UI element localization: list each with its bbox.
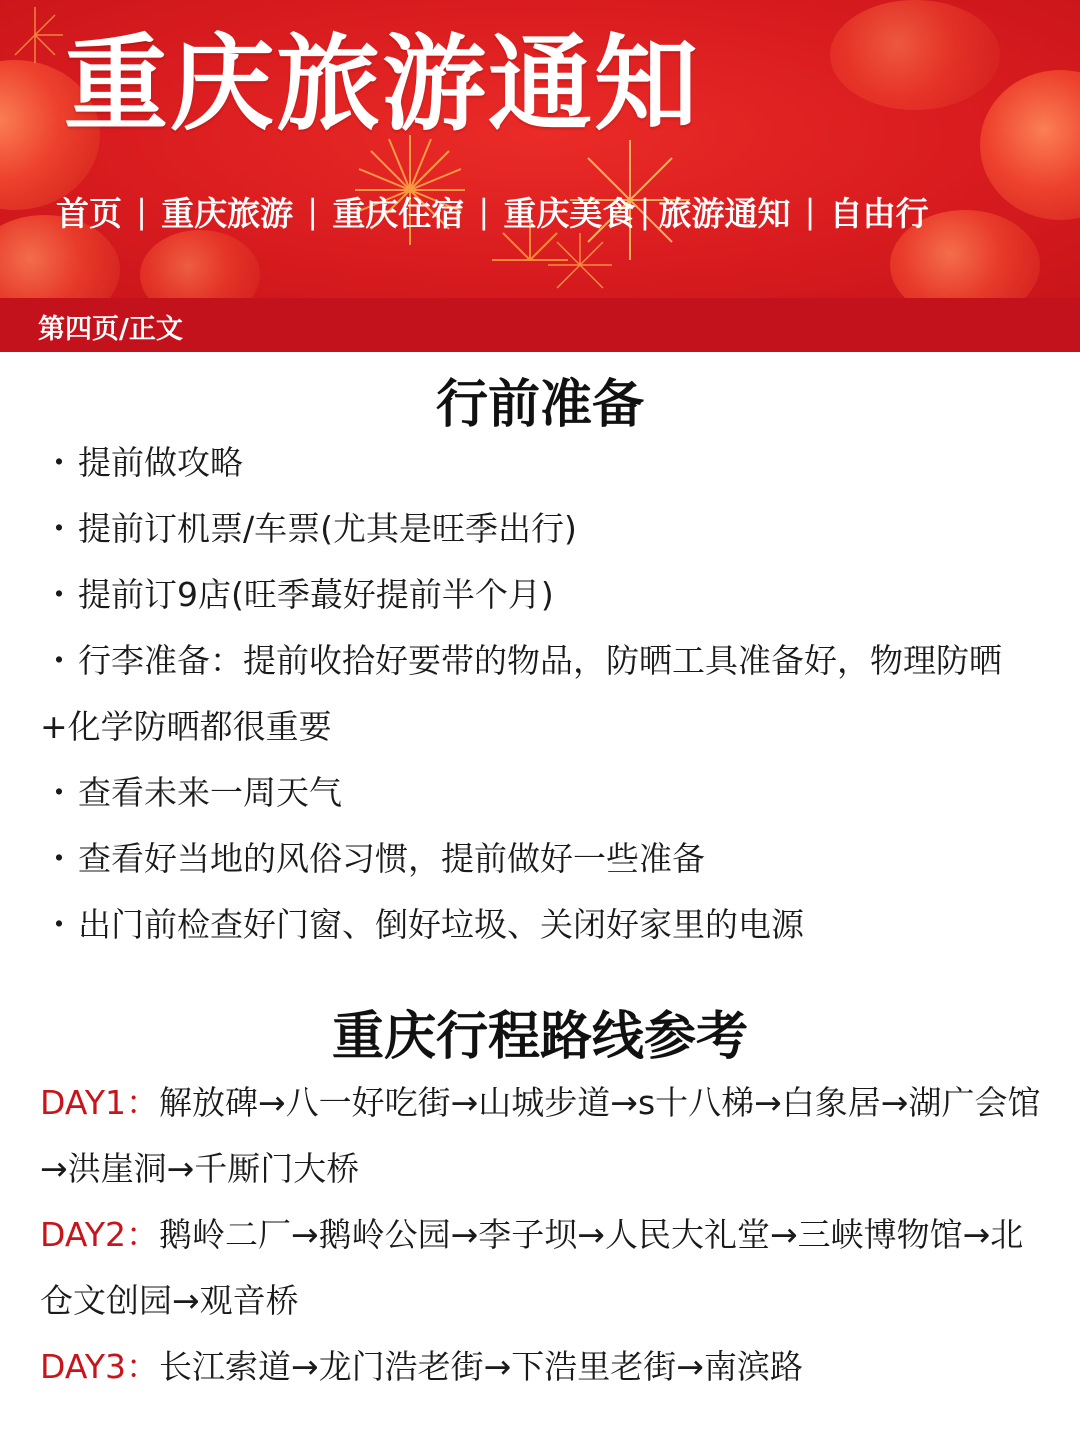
prep-item-text: 查看未来一周天气 (78, 773, 342, 812)
nav-home-link[interactable]: 首页 (56, 194, 122, 233)
route-day (40, 1070, 1052, 1202)
nav-separator: | (478, 192, 490, 231)
lantern-decoration (140, 230, 260, 298)
prep-list-item (40, 430, 1052, 496)
day-route-text: 解放碑→八一好吃街→山城步道→s十八梯→白象居→湖广会馆→洪崖洞→千厮门大桥 (40, 1083, 1041, 1188)
route-day (40, 1334, 1052, 1400)
page-label: 第四页/正文 (38, 314, 183, 345)
bullet-icon: ・ (42, 839, 76, 878)
route-heading: 重庆行程路线参考 (331, 1007, 748, 1067)
prep-list-item (40, 562, 1052, 628)
prep-item-text: 提前订机票/车票(尤其是旺季出行) (78, 509, 577, 548)
bullet-icon: ・ (42, 905, 76, 944)
bullet-icon: ・ (42, 641, 76, 680)
prep-item-text: 行李准备：提前收拾好要带的物品，防晒工具准备好，物理防晒+化学防晒都很重要 (40, 641, 1002, 746)
day-route-text: 长江索道→龙门浩老街→下浩里老街→南滨路 (159, 1347, 803, 1386)
prep-list-item (40, 496, 1052, 562)
route-day (40, 1202, 1052, 1334)
firework-decoration (520, 225, 640, 298)
prep-heading: 行前准备 (435, 375, 644, 435)
nav-travel-notice-link[interactable]: 旅游通知 (658, 194, 791, 233)
top-nav (56, 188, 1066, 235)
page-label-bar (0, 298, 1080, 352)
bullet-icon: ・ (42, 443, 76, 482)
nav-food-link[interactable]: 重庆美食 (503, 194, 636, 233)
bullet-icon: ・ (42, 773, 76, 812)
bullet-icon: ・ (42, 509, 76, 548)
nav-separator: | (136, 192, 148, 231)
prep-list-item (40, 760, 1052, 826)
prep-list-item (40, 826, 1052, 892)
day-label: DAY1： (40, 1083, 159, 1122)
nav-self-guided-link[interactable]: 自由行 (829, 194, 929, 233)
nav-separator: | (639, 192, 651, 231)
prep-item-text: 查看好当地的风俗习惯，提前做好一些准备 (78, 839, 705, 878)
nav-chongqing-travel-link[interactable]: 重庆旅游 (161, 194, 294, 233)
prep-list-item (40, 628, 1052, 760)
prep-list-item (40, 892, 1052, 958)
prep-item-text: 出门前检查好门窗、倒好垃圾、关闭好家里的电源 (78, 905, 804, 944)
banner-title: 重庆旅游通知 (64, 22, 701, 145)
prep-item-text: 提前订9店(旺季蕞好提前半个月) (78, 575, 554, 614)
day-route-text: 鹅岭二厂→鹅岭公园→李子坝→人民大礼堂→三峡博物馆→北仓文创园→观音桥 (40, 1215, 1024, 1320)
prep-list (40, 430, 1052, 958)
route-days (40, 1070, 1052, 1400)
day-label: DAY2： (40, 1215, 159, 1254)
header-banner (0, 0, 1080, 298)
nav-separator: | (804, 192, 816, 231)
bullet-icon: ・ (42, 575, 76, 614)
nav-separator: | (307, 192, 319, 231)
prep-item-text: 提前做攻略 (78, 443, 243, 482)
lantern-decoration (830, 0, 1000, 110)
day-label: DAY3： (40, 1347, 159, 1386)
nav-lodging-link[interactable]: 重庆住宿 (332, 194, 465, 233)
